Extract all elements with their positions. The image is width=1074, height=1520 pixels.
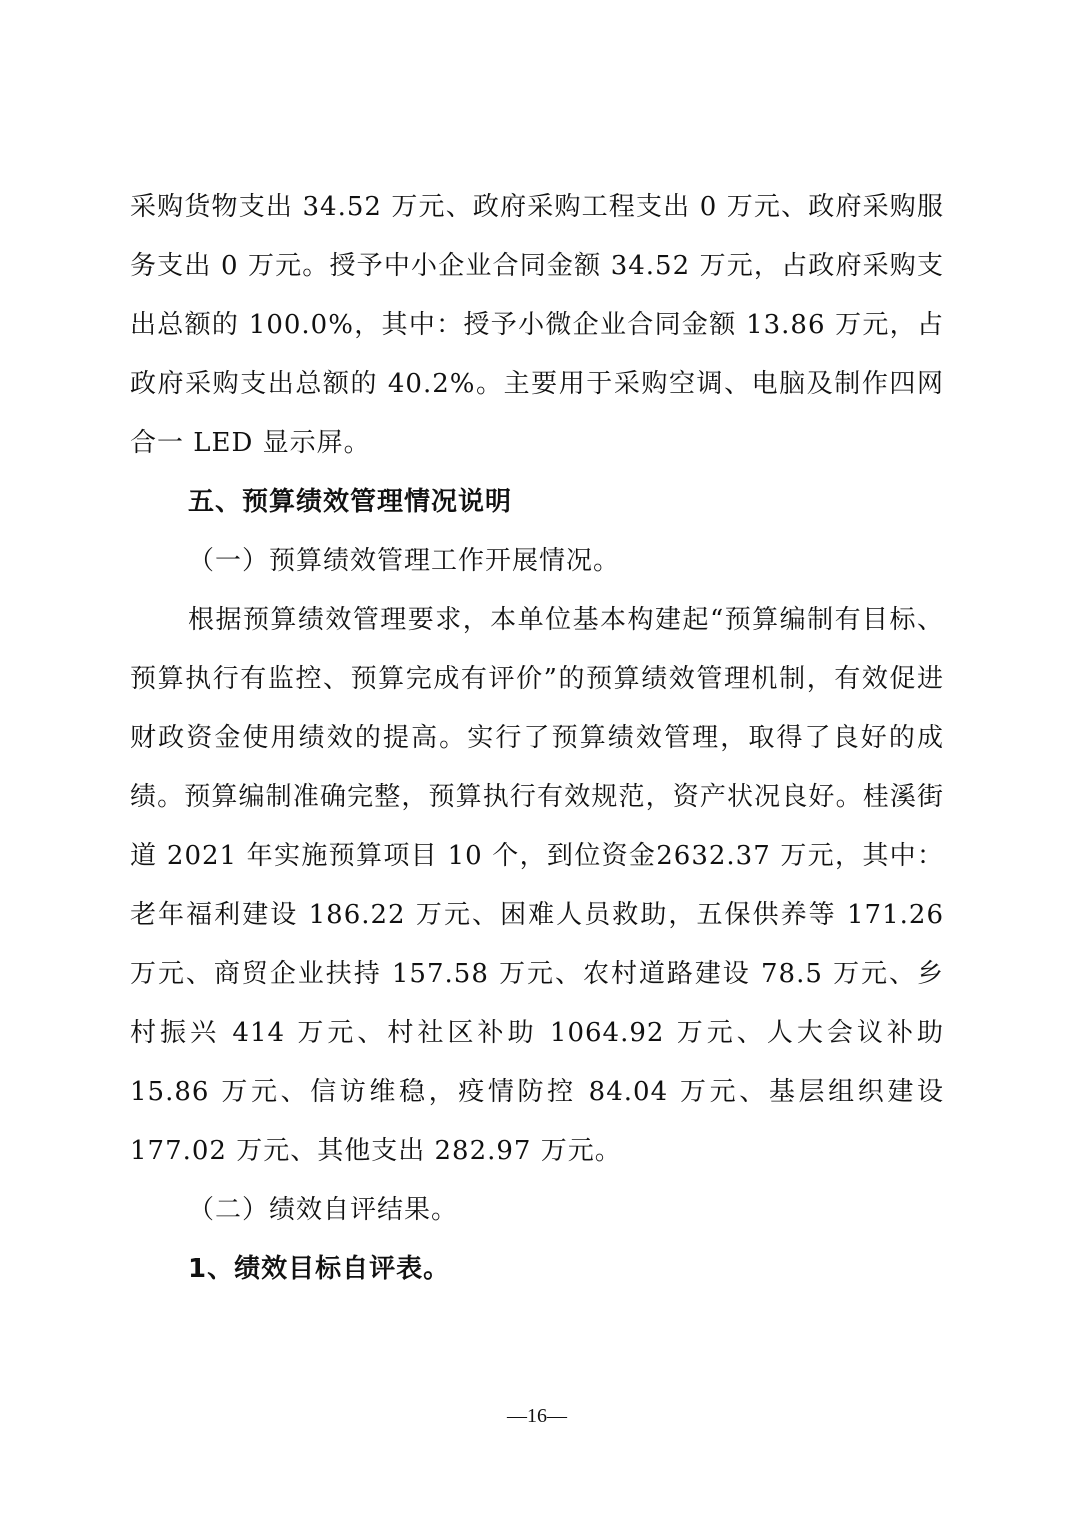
body-text [130,178,944,1299]
page-number: —16— [507,1405,567,1427]
section-heading-5: 五、预算绩效管理情况说明 [188,487,513,517]
item-heading-1: 1、绩效目标自评表。 [188,1254,451,1284]
paragraph-performance-management: 根据预算绩效管理要求，本单位基本构建起“预算编制有目标、预算执行有监控、预算完成有评价”的预算绩效管理机制，有效促进财政资金使用绩效的提高。实行了预算绩效管理，取得了良好的成绩。预算编制准确完整，预算执行有效规范，资产状况良好。桂溪街道 2021 年实施预算项目 10 个，到位资金2632.37 万元，其中：老年福利建设 186.22 万元、困难人员救助，五保供养等 171.26 万元、商贸企业扶持 157.58 万元、农村道路建设 78.5 万元、乡村振兴 414 万元、村社区补助 1064.92 万元、人大会议补助 15.86 万元、信访维稳，疫情防控 84.04 万元、基层组织建设 177.02 万元、其他支出 282.97 万元。 [130,605,944,1166]
subsection-heading-2: （二）绩效自评结果。 [188,1195,459,1225]
subsection-heading-1: （一）预算绩效管理工作开展情况。 [188,546,621,576]
paragraph-procurement: 采购货物支出 34.52 万元、政府采购工程支出 0 万元、政府采购服务支出 0 万元。授予中小企业合同金额 34.52 万元，占政府采购支出总额的 100.0%，其中：授予小微企业合同金额 13.86 万元，占政府采购支出总额的 40.2%。主要用于采购空调、电脑及制作四网合一 LED 显示屏。 [130,192,944,458]
